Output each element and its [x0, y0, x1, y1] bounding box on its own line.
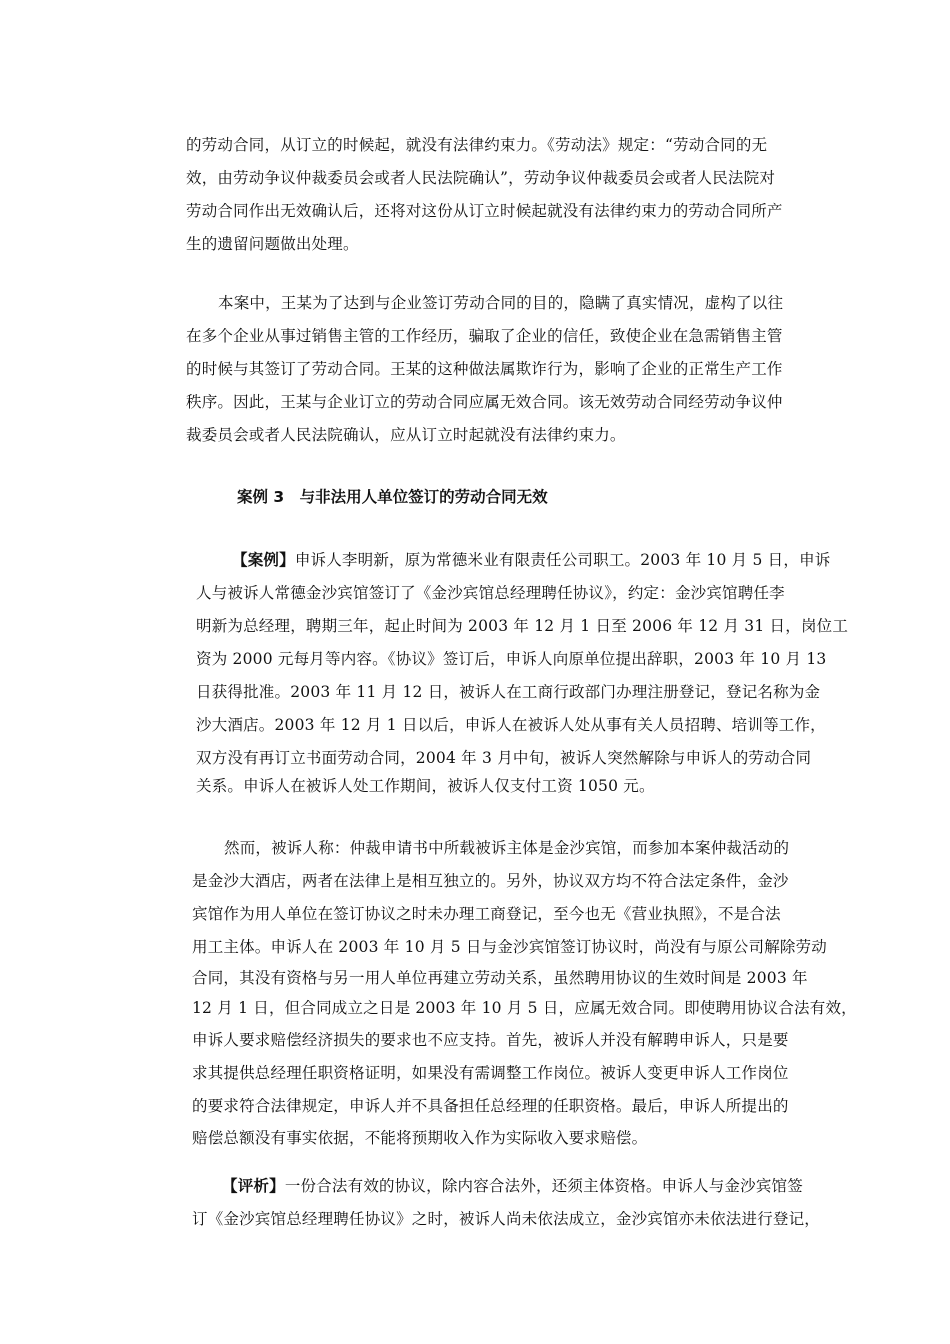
text-line: [232, 550, 830, 570]
case-heading: 案例 3 与非法用人单位签订的劳动合同无效: [237, 488, 548, 506]
text-line: 求其提供总经理任职资格证明，如果没有需调整工作岗位。被诉人变更申诉人工作岗位: [192, 1064, 789, 1082]
analysis-first-line: 一份合法有效的协议，除内容合法外，还须主体资格。申诉人与金沙宾馆签: [284, 1177, 803, 1195]
text-line: 是金沙大酒店，两者在法律上是相互独立的。另外，协议双方均不符合法定条件，金沙: [192, 872, 789, 890]
text-line: 合同，其没有资格与另一用人单位再建立劳动关系，虽然聘用协议的生效时间是 2003 年: [192, 969, 808, 987]
text-line: 裁委员会或者人民法院确认，应从订立时起就没有法律约束力。: [186, 426, 626, 444]
text-line: 宾馆作为用人单位在签订协议之时未办理工商登记，至今也无《营业执照》，不是合法: [192, 905, 781, 923]
text-line: 12 月 1 日，但合同成立之日是 2003 年 10 月 5 日，应属无效合同。即使聘用协议合法有效，: [192, 999, 857, 1017]
text-line: 赔偿总额没有事实依据，不能将预期收入作为实际收入要求赔偿。: [192, 1129, 648, 1147]
text-line: 关系。申诉人在被诉人处工作期间，被诉人仅支付工资 1050 元。: [196, 777, 655, 795]
text-line: 沙大酒店。2003 年 12 月 1 日以后，申诉人在被诉人处从事有关人员招聘、培训等工作，: [196, 716, 826, 734]
text-line: 申诉人要求赔偿经济损失的要求也不应支持。首先，被诉人并没有解聘申诉人，只是要: [192, 1031, 789, 1049]
text-line: 明新为总经理，聘期三年，起止时间为 2003 年 12 月 1 日至 2006 年 12 月 31 日，岗位工: [196, 617, 849, 635]
text-line: 日获得批准。2003 年 11 月 12 日，被诉人在工商行政部门办理注册登记，登记名称为金: [196, 683, 821, 701]
text-line: 本案中，王某为了达到与企业签订劳动合同的目的，隐瞒了真实情况，虚构了以往: [218, 294, 784, 312]
text-line: 用工主体。申诉人在 2003 年 10 月 5 日与金沙宾馆签订协议时，尚没有与原公司解除劳动: [192, 938, 827, 956]
text-line: 的劳动合同，从订立的时候起，就没有法律约束力。《劳动法》规定：“劳动合同的无: [186, 136, 768, 154]
text-line: 劳动合同作出无效确认后，还将对这份从订立时候起就没有法律约束力的劳动合同所产: [186, 202, 783, 220]
text-line: 人与被诉人常德金沙宾馆签订了《金沙宾馆总经理聘任协议》，约定：金沙宾馆聘任李: [196, 584, 785, 602]
text-line: 效，由劳动争议仲裁委员会或者人民法院确认”，劳动争议仲裁委员会或者人民法院对: [186, 169, 776, 187]
text-line: 然而，被诉人称：仲裁申请书中所载被诉主体是金沙宾馆，而参加本案仲裁活动的: [224, 839, 790, 857]
text-line: [222, 1176, 803, 1196]
text-line: 生的遗留问题做出处理。: [186, 235, 359, 253]
text-line: 双方没有再订立书面劳动合同，2004 年 3 月中旬，被诉人突然解除与申诉人的劳动合同: [196, 749, 812, 767]
analysis-label: 【评析】: [222, 1177, 285, 1195]
text-line: 的时候与其签订了劳动合同。王某的这种做法属欺诈行为，影响了企业的正常生产工作: [186, 360, 783, 378]
text-line: 秩序。因此，王某与企业订立的劳动合同应属无效合同。该无效劳动合同经劳动争议仲: [186, 393, 783, 411]
text-line: 的要求符合法律规定，申诉人并不具备担任总经理的任职资格。最后，申诉人所提出的: [192, 1097, 789, 1115]
case-first-line: 申诉人李明新，原为常德米业有限责任公司职工。2003 年 10 月 5 日，申诉: [294, 551, 831, 569]
text-line: 在多个企业从事过销售主管的工作经历，骗取了企业的信任，致使企业在急需销售主管: [186, 327, 783, 345]
case-label: 【案例】: [232, 551, 295, 569]
text-line: 资为 2000 元每月等内容。《协议》签订后，申诉人向原单位提出辞职，2003 年 10 月 13: [196, 650, 827, 668]
text-line: 订《金沙宾馆总经理聘任协议》之时，被诉人尚未依法成立，金沙宾馆亦未依法进行登记，: [192, 1210, 821, 1228]
